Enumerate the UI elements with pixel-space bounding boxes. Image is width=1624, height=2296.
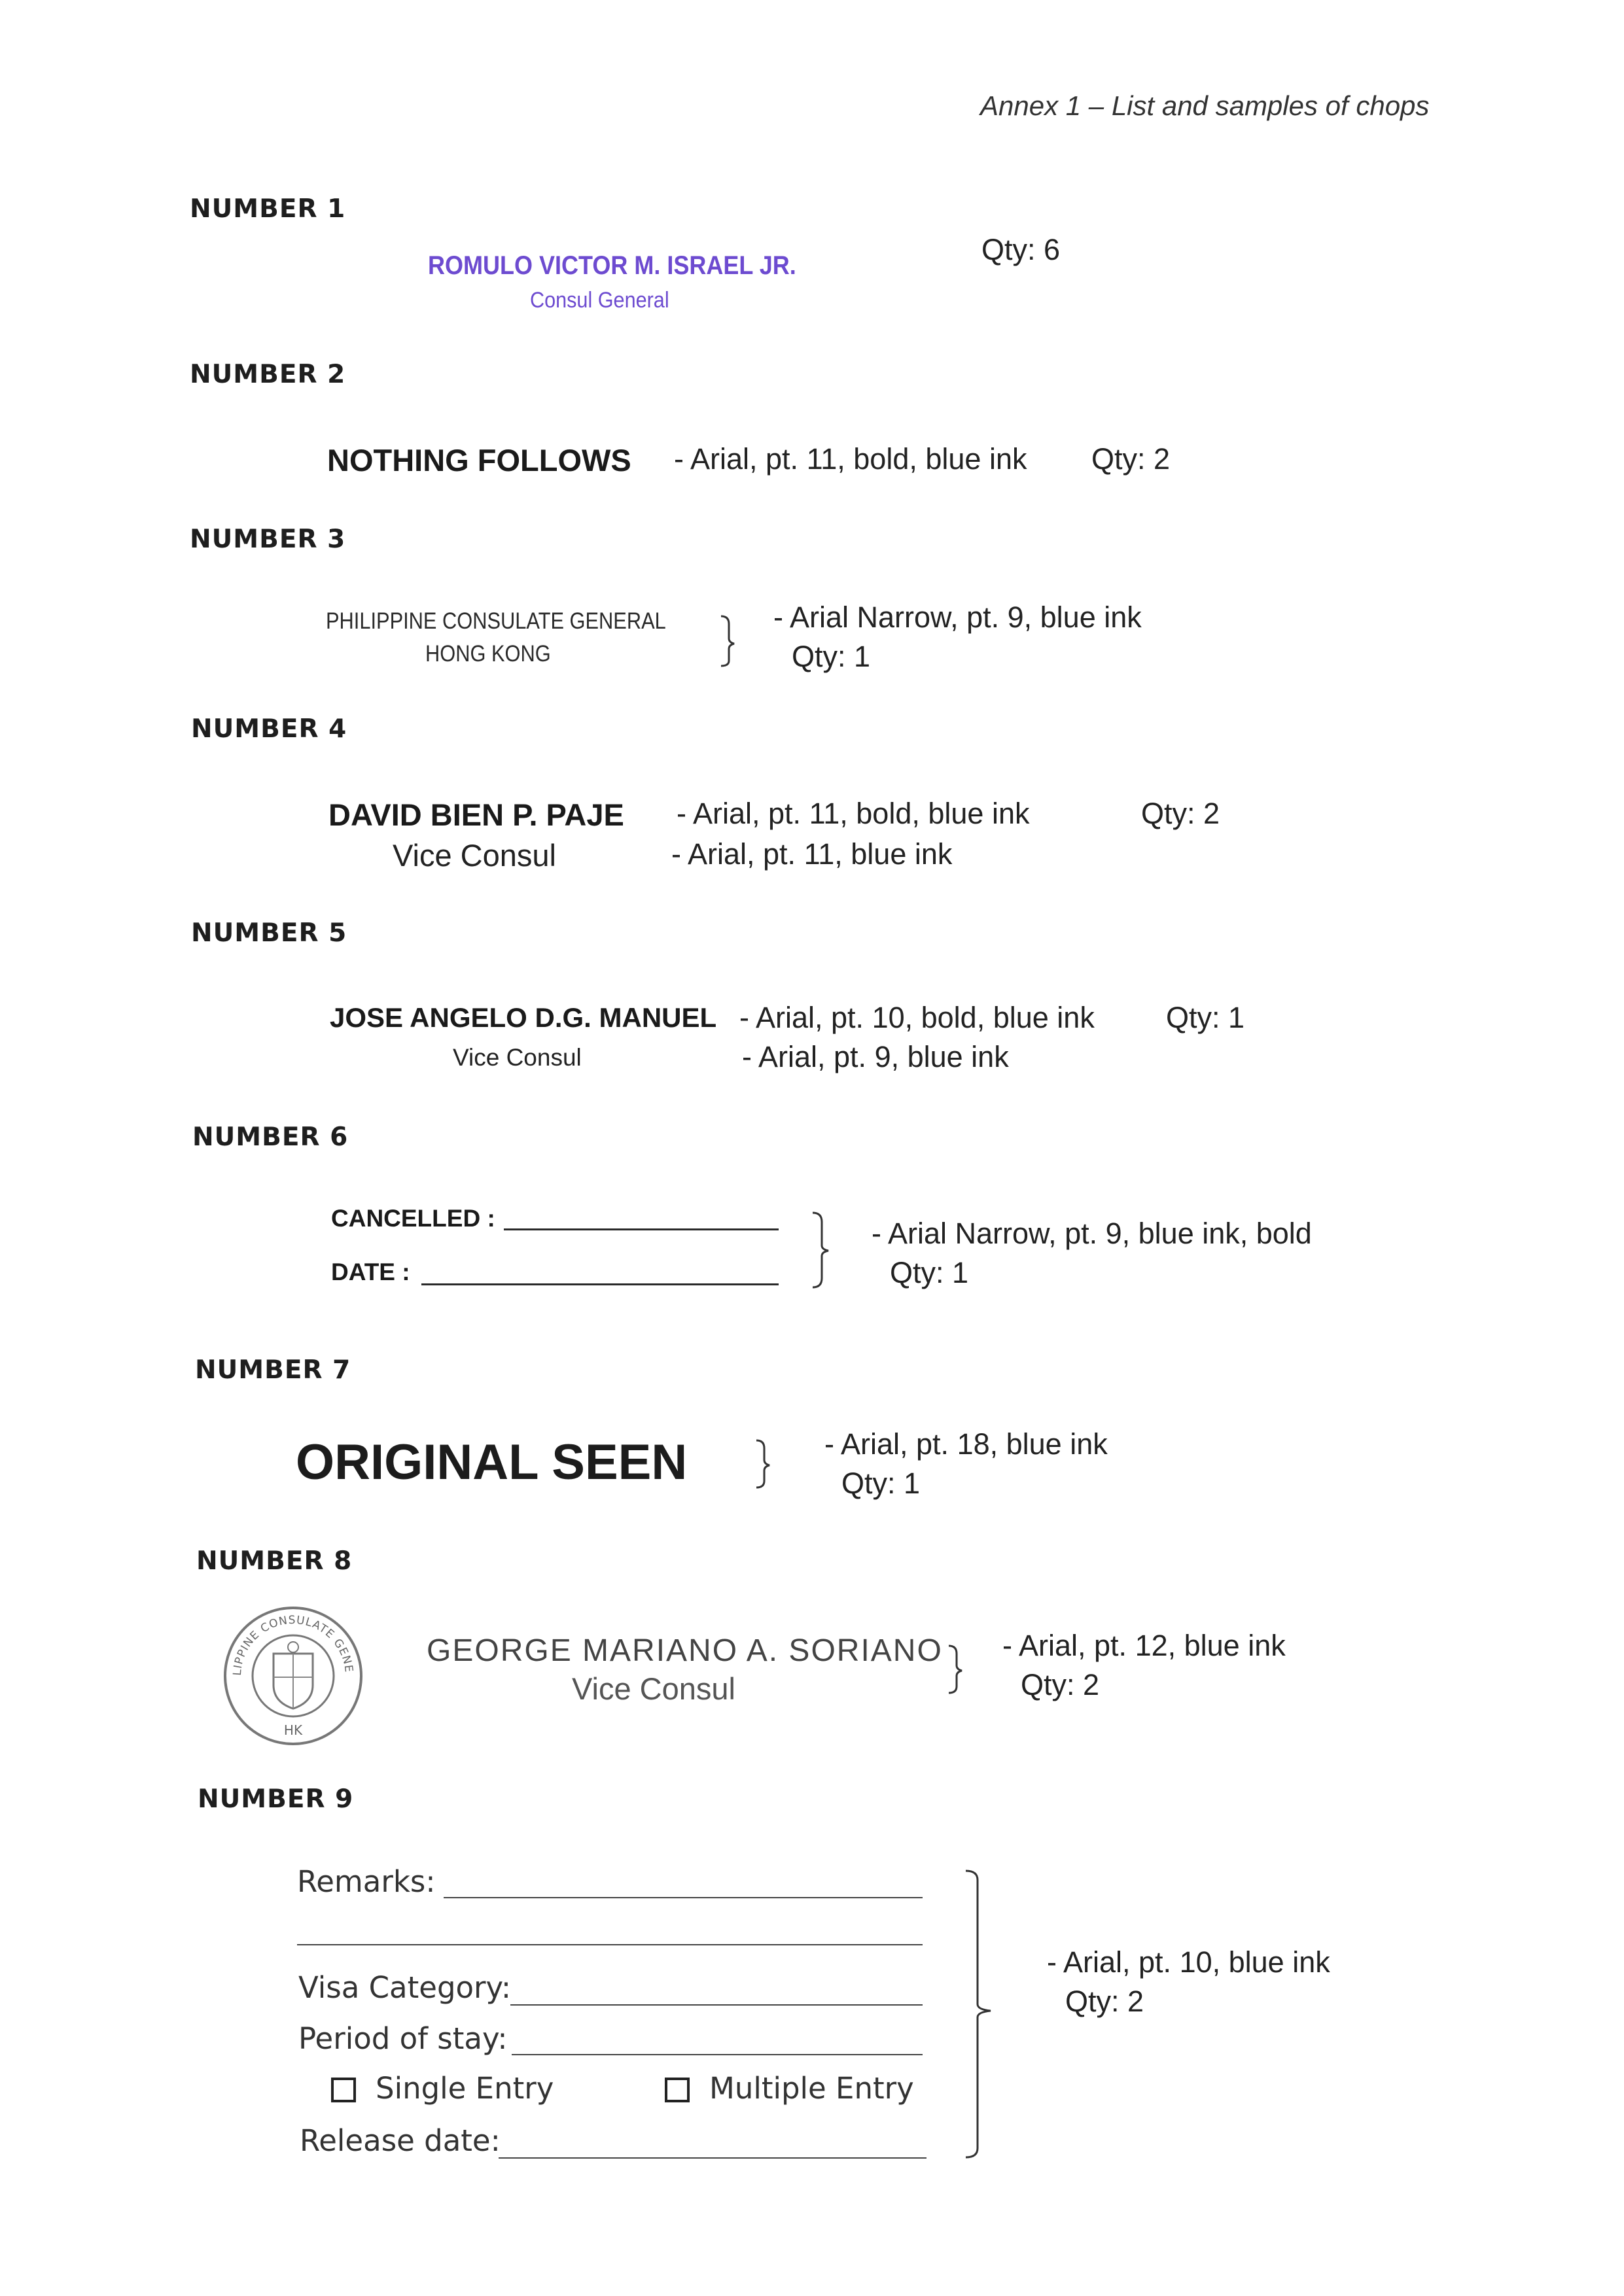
item-number-6: NUMBER 6: [192, 1122, 349, 1152]
chop-1-name: ROMULO VICTOR M. ISRAEL JR.: [428, 251, 796, 280]
chop-9-period-line: [512, 2054, 923, 2055]
brace-icon-6: [811, 1211, 834, 1289]
chop-4-qty: Qty: 2: [1141, 797, 1220, 830]
chop-5-desc1: - Arial, pt. 10, bold, blue ink: [739, 1001, 1095, 1034]
item-number-1: NUMBER 1: [190, 194, 346, 224]
svg-text:PHILIPPINE CONSULATE GENERAL: PHILIPPINE CONSULATE GENERAL: [217, 1594, 355, 1677]
chop-7-qty: Qty: 1: [841, 1467, 921, 1500]
multiple-entry-checkbox[interactable]: [665, 2078, 690, 2102]
item-number-8: NUMBER 8: [196, 1546, 353, 1576]
item-number-4: NUMBER 4: [191, 714, 347, 744]
chop-3-desc: - Arial Narrow, pt. 9, blue ink: [773, 600, 1142, 634]
chop-4-name: DAVID BIEN P. PAJE: [328, 797, 624, 832]
chop-3-qty: Qty: 1: [792, 640, 871, 673]
chop-2-qty: Qty: 2: [1091, 442, 1171, 476]
chop-9-qty: Qty: 2: [1065, 1985, 1144, 2018]
chop-8-name: GEORGE MARIANO A. SORIANO: [427, 1633, 943, 1668]
chop-4-title: Vice Consul: [393, 838, 556, 873]
item-number-2: NUMBER 2: [190, 360, 346, 389]
svg-text:HK: HK: [283, 1722, 303, 1738]
chop-3-line1: PHILIPPINE CONSULATE GENERAL: [326, 608, 666, 634]
chop-7-desc: - Arial, pt. 18, blue ink: [824, 1427, 1108, 1461]
chop-9-visa-label: Visa Category:: [298, 1970, 512, 2005]
item-number-5: NUMBER 5: [191, 918, 347, 948]
brace-icon-7: [755, 1439, 775, 1489]
chop-6-date-label: DATE :: [331, 1259, 410, 1285]
chop-4-desc2: - Arial, pt. 11, blue ink: [671, 837, 953, 871]
chop-1-title: Consul General: [530, 288, 669, 313]
single-entry-checkbox[interactable]: [331, 2078, 356, 2102]
brace-icon-8: [947, 1644, 967, 1694]
chop-8-title: Vice Consul: [572, 1671, 735, 1706]
chop-4-desc1: - Arial, pt. 11, bold, blue ink: [677, 797, 1030, 830]
chop-6-date-line: [421, 1283, 779, 1285]
chop-8-qty: Qty: 2: [1021, 1668, 1100, 1701]
chop-5-title: Vice Consul: [453, 1044, 582, 1071]
chop-3-line2: HONG KONG: [425, 641, 551, 667]
chop-9-release-label: Release date:: [300, 2123, 501, 2158]
brace-icon-9: [964, 1870, 1004, 2160]
chop-9-remarks-line-2: [297, 1944, 923, 1945]
chop-9-multiple-label: Multiple Entry: [709, 2071, 914, 2106]
chop-5-desc2: - Arial, pt. 9, blue ink: [742, 1040, 1009, 1073]
item-number-7: NUMBER 7: [195, 1355, 351, 1385]
chop-8-desc: - Arial, pt. 12, blue ink: [1002, 1629, 1286, 1662]
chop-6-cancelled-label: CANCELLED :: [331, 1205, 495, 1232]
chop-2-desc: - Arial, pt. 11, bold, blue ink: [674, 442, 1027, 476]
chop-6-qty: Qty: 1: [890, 1256, 969, 1289]
consulate-seal-icon: [217, 1594, 365, 1748]
chop-6-cancelled-line: [504, 1228, 779, 1230]
chop-9-desc: - Arial, pt. 10, blue ink: [1047, 1945, 1330, 1979]
chop-7-sample: ORIGINAL SEEN: [296, 1435, 688, 1490]
brace-icon-3: [720, 615, 739, 667]
chop-9-remarks-label: Remarks:: [297, 1864, 436, 1899]
annex-title: Annex 1 – List and samples of chops: [980, 90, 1430, 121]
chop-9-remarks-line: [444, 1897, 923, 1898]
chop-9-visa-line: [510, 2004, 923, 2006]
chop-9-period-label: Period of stay:: [298, 2021, 508, 2056]
chop-9-release-line: [499, 2157, 927, 2159]
chop-2-sample: NOTHING FOLLOWS: [327, 443, 631, 478]
chop-5-name: JOSE ANGELO D.G. MANUEL: [330, 1002, 717, 1033]
chop-5-qty: Qty: 1: [1166, 1001, 1245, 1034]
chop-1-qty: Qty: 6: [981, 233, 1061, 266]
chop-9-single-label: Single Entry: [376, 2071, 554, 2106]
item-number-3: NUMBER 3: [190, 525, 346, 554]
item-number-9: NUMBER 9: [198, 1784, 354, 1814]
chop-6-desc: - Arial Narrow, pt. 9, blue ink, bold: [872, 1217, 1312, 1250]
